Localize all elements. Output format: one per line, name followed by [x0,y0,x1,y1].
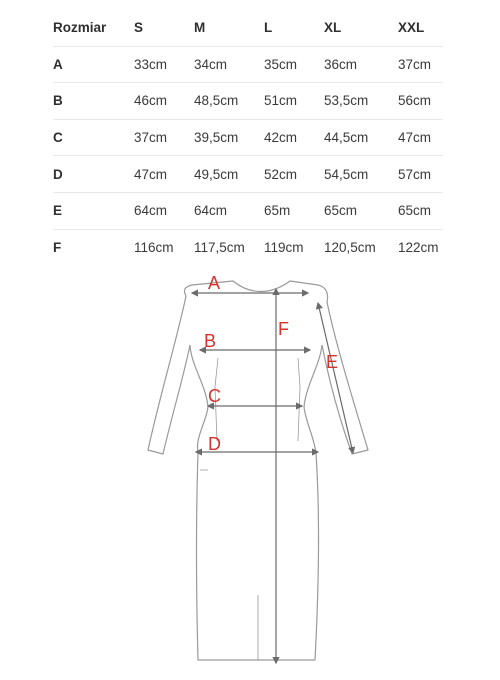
table-cell: 122cm [398,229,443,265]
header-m: M [194,20,206,36]
table-cell: 37cm [398,46,443,83]
table-cell: 53,5cm [324,83,398,120]
table-cell: 39,5cm [194,119,264,156]
row-label: C [53,119,134,156]
measure-line-e [318,303,353,453]
dress-outline-illustration [140,265,370,675]
table-cell: 117,5cm [194,229,264,265]
dress-outline [148,281,368,660]
table-cell: 44,5cm [324,119,398,156]
header-xl: XL [324,20,342,36]
table-cell: 116cm [134,229,194,265]
table-cell: 54,5cm [324,156,398,193]
table-cell: 120,5cm [324,229,398,265]
table-cell: 119cm [264,229,324,265]
row-label: B [53,83,134,120]
table-header-row [53,10,443,46]
table-cell: 47cm [134,156,194,193]
table-cell: 65m [264,192,324,229]
table-cell: 46cm [134,83,194,120]
label-d: D [208,434,221,454]
label-f: F [278,319,289,339]
table-row [53,46,443,83]
header-s: S [134,20,144,36]
label-a: A [208,273,221,293]
table-cell: 36cm [324,46,398,83]
dress-measurement-diagram [140,265,370,675]
row-label: A [53,46,134,83]
table-row [53,83,443,120]
label-e: E [326,352,339,372]
table-cell: 33cm [134,46,194,83]
table-cell: 57cm [398,156,443,193]
table-cell: 47cm [398,119,443,156]
row-label: F [53,229,134,265]
table-row [53,119,443,156]
label-c: C [208,386,221,406]
header-l: L [264,20,273,36]
table-cell: 65cm [324,192,398,229]
table-cell: 52cm [264,156,324,193]
table-cell: 34cm [194,46,264,83]
table-cell: 48,5cm [194,83,264,120]
label-b: B [204,331,217,351]
table-cell: 42cm [264,119,324,156]
header-xxl: XXL [398,20,425,36]
measurement-lines [192,289,353,663]
size-table [53,10,443,265]
table-cell: 64cm [134,192,194,229]
table-row [53,229,443,265]
table-cell: 51cm [264,83,324,120]
table-cell: 56cm [398,83,443,120]
table-cell: 35cm [264,46,324,83]
row-label: D [53,156,134,193]
table-row [53,156,443,193]
table-cell: 65cm [398,192,443,229]
header-size: Rozmiar [53,20,107,36]
table-row [53,192,443,229]
table-cell: 37cm [134,119,194,156]
table-cell: 49,5cm [194,156,264,193]
table-cell: 64cm [194,192,264,229]
row-label: E [53,192,134,229]
